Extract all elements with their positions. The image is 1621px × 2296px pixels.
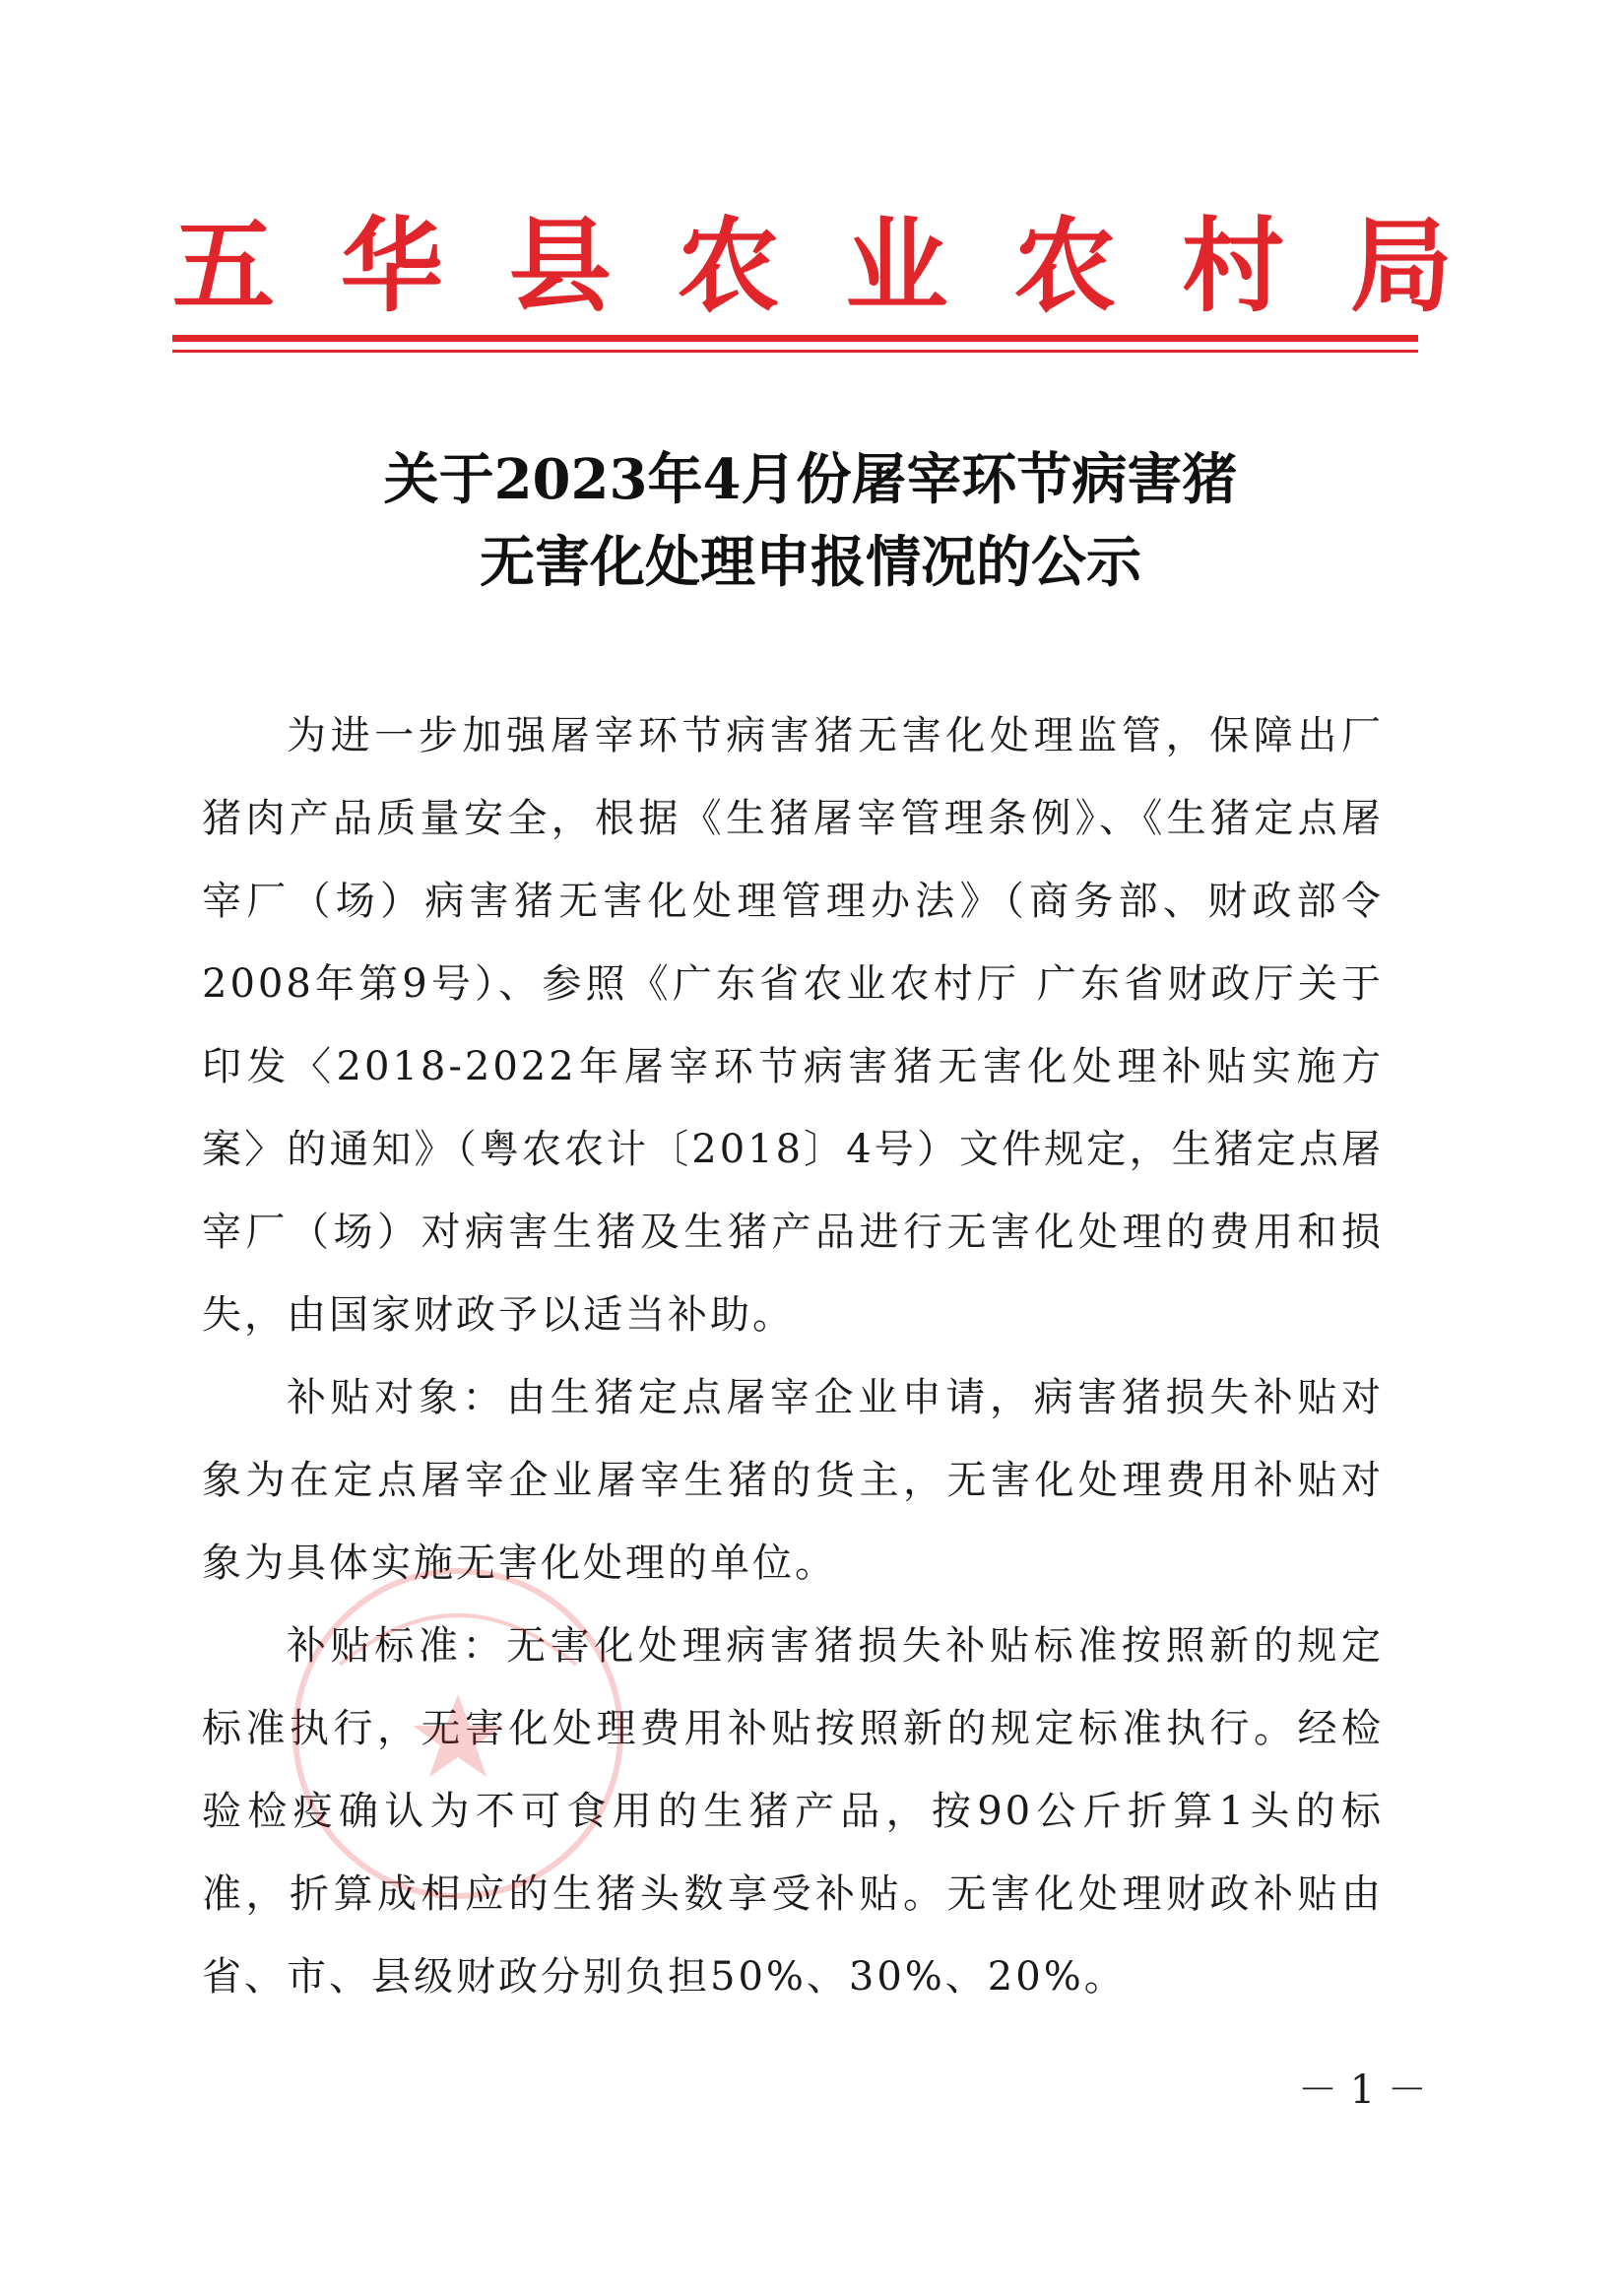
org-char-7: 村 <box>1182 206 1285 326</box>
body-paragraph-3: 补贴标准：无害化处理病害猪损失补贴标准按照新的规定标准执行，无害化处理费用补贴按照新的规定标准执行。经检验检疫确认为不可食用的生猪产品，按90公斤折算1头的标准，折算成相应的生猪头数享受补贴。无害化处理财政补贴由省、市、县级财政分别负担50%、30%、20%。 <box>202 1623 1384 2000</box>
header-rule-thick <box>172 335 1418 342</box>
org-char-2: 华 <box>340 206 443 326</box>
org-char-4: 农 <box>677 206 780 326</box>
org-char-8: 局 <box>1349 206 1453 326</box>
body-paragraph-2: 补贴对象：由生猪定点屠宰企业申请，病害猪损失补贴对象为在定点屠宰企业屠宰生猪的货主，无害化处理费用补贴对象为具体实施无害化处理的单位。 <box>202 1375 1384 1586</box>
issuing-organization-header <box>172 202 1453 330</box>
document-body <box>202 694 1384 2018</box>
document-title <box>98 438 1523 604</box>
org-char-6: 农 <box>1013 206 1117 326</box>
org-char-3: 县 <box>508 206 612 326</box>
org-char-5: 业 <box>845 206 948 326</box>
header-rule-thin <box>172 350 1418 353</box>
body-paragraph-1: 为进一步加强屠宰环节病害猪无害化处理监管，保障出厂猪肉产品质量安全，根据《生猪屠宰管理条例》、《生猪定点屠宰厂（场）病害猪无害化处理管理办法》（商务部、财政部令2008年第9号）、参照《广东省农业农村厅 广东省财政厅关于印发〈2018-2022年屠宰环节病害猪无害化处理补贴实施方案〉的通知》（粤农农计〔2018〕4号）文件规定，生猪定点屠宰厂（场）对病害生猪及生猪产品进行无害化处理的费用和损失，由国家财政予以适当补助。 <box>202 713 1384 1338</box>
page-number: － 1 － <box>1298 2067 1427 2113</box>
document-title-line-1: 关于2023年4月份屠宰环节病害猪 <box>383 447 1238 512</box>
org-char-1: 五 <box>172 206 276 326</box>
document-title-line-2: 无害化处理申报情况的公示 <box>480 530 1141 595</box>
